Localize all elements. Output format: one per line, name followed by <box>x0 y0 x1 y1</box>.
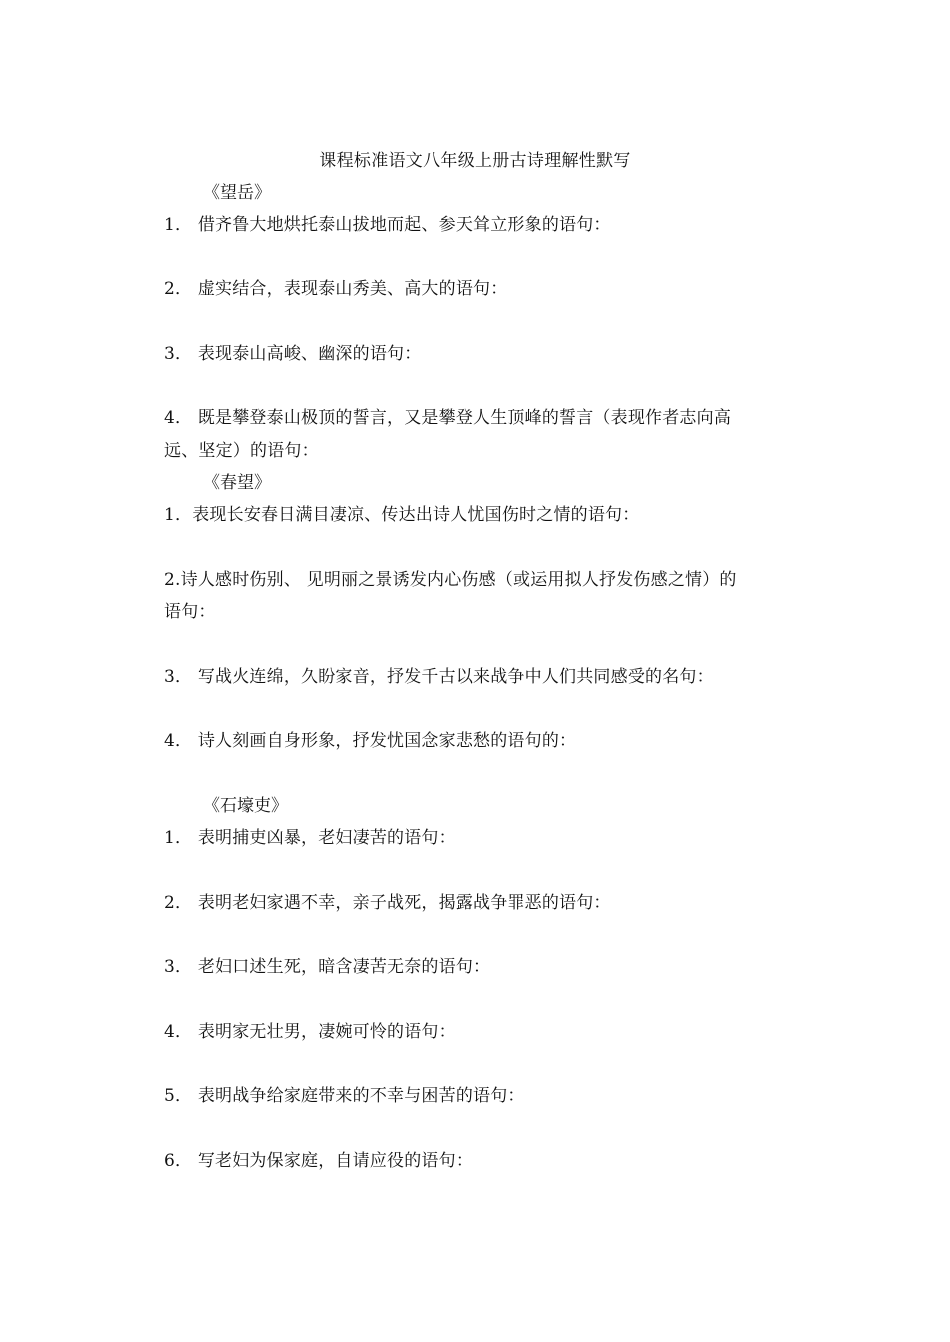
question-line: 4． 既是攀登泰山极顶的誓言，又是攀登人生顶峰的誓言（表现作者志向高 <box>164 408 732 428</box>
poem-title-shihaoli: 《石壕吏》 <box>203 796 288 816</box>
poem-title-chunwang: 《春望》 <box>203 473 271 493</box>
question-line: 4． 诗人刻画自身形象，抒发忧国念家悲愁的语句的： <box>164 731 577 751</box>
question-line-continuation: 远、坚定）的语句： <box>164 441 319 461</box>
question-line: 3． 老妇口述生死，暗含凄苦无奈的语句： <box>164 957 491 977</box>
question-line-continuation: 语句： <box>164 602 216 622</box>
question-line: 4． 表明家无壮男，凄婉可怜的语句： <box>164 1022 456 1042</box>
question-line: 1． 表明捕吏凶暴，老妇凄苦的语句： <box>164 828 456 848</box>
poem-title-wangyue: 《望岳》 <box>203 183 271 203</box>
document-title: 课程标准语文八年级上册古诗理解性默写 <box>319 151 631 171</box>
question-line: 3． 表现泰山高峻、幽深的语句： <box>164 344 422 364</box>
question-line: 1．表现长安春日满目凄凉、传达出诗人忧国伤时之情的语句： <box>164 505 640 525</box>
question-line: 5． 表明战争给家庭带来的不幸与困苦的语句： <box>164 1086 525 1106</box>
question-line: 2． 表明老妇家遇不幸，亲子战死，揭露战争罪恶的语句： <box>164 893 611 913</box>
question-line: 2． 虚实结合，表现泰山秀美、高大的语句： <box>164 279 508 299</box>
question-line: 2.诗人感时伤别、 见明丽之景诱发内心伤感（或运用拟人抒发伤感之情）的 <box>164 570 737 590</box>
question-line: 1． 借齐鲁大地烘托泰山拔地而起、参天耸立形象的语句： <box>164 215 611 235</box>
question-line: 6． 写老妇为保家庭，自请应役的语句： <box>164 1151 474 1171</box>
question-line: 3． 写战火连绵，久盼家音，抒发千古以来战争中人们共同感受的名句： <box>164 667 714 687</box>
